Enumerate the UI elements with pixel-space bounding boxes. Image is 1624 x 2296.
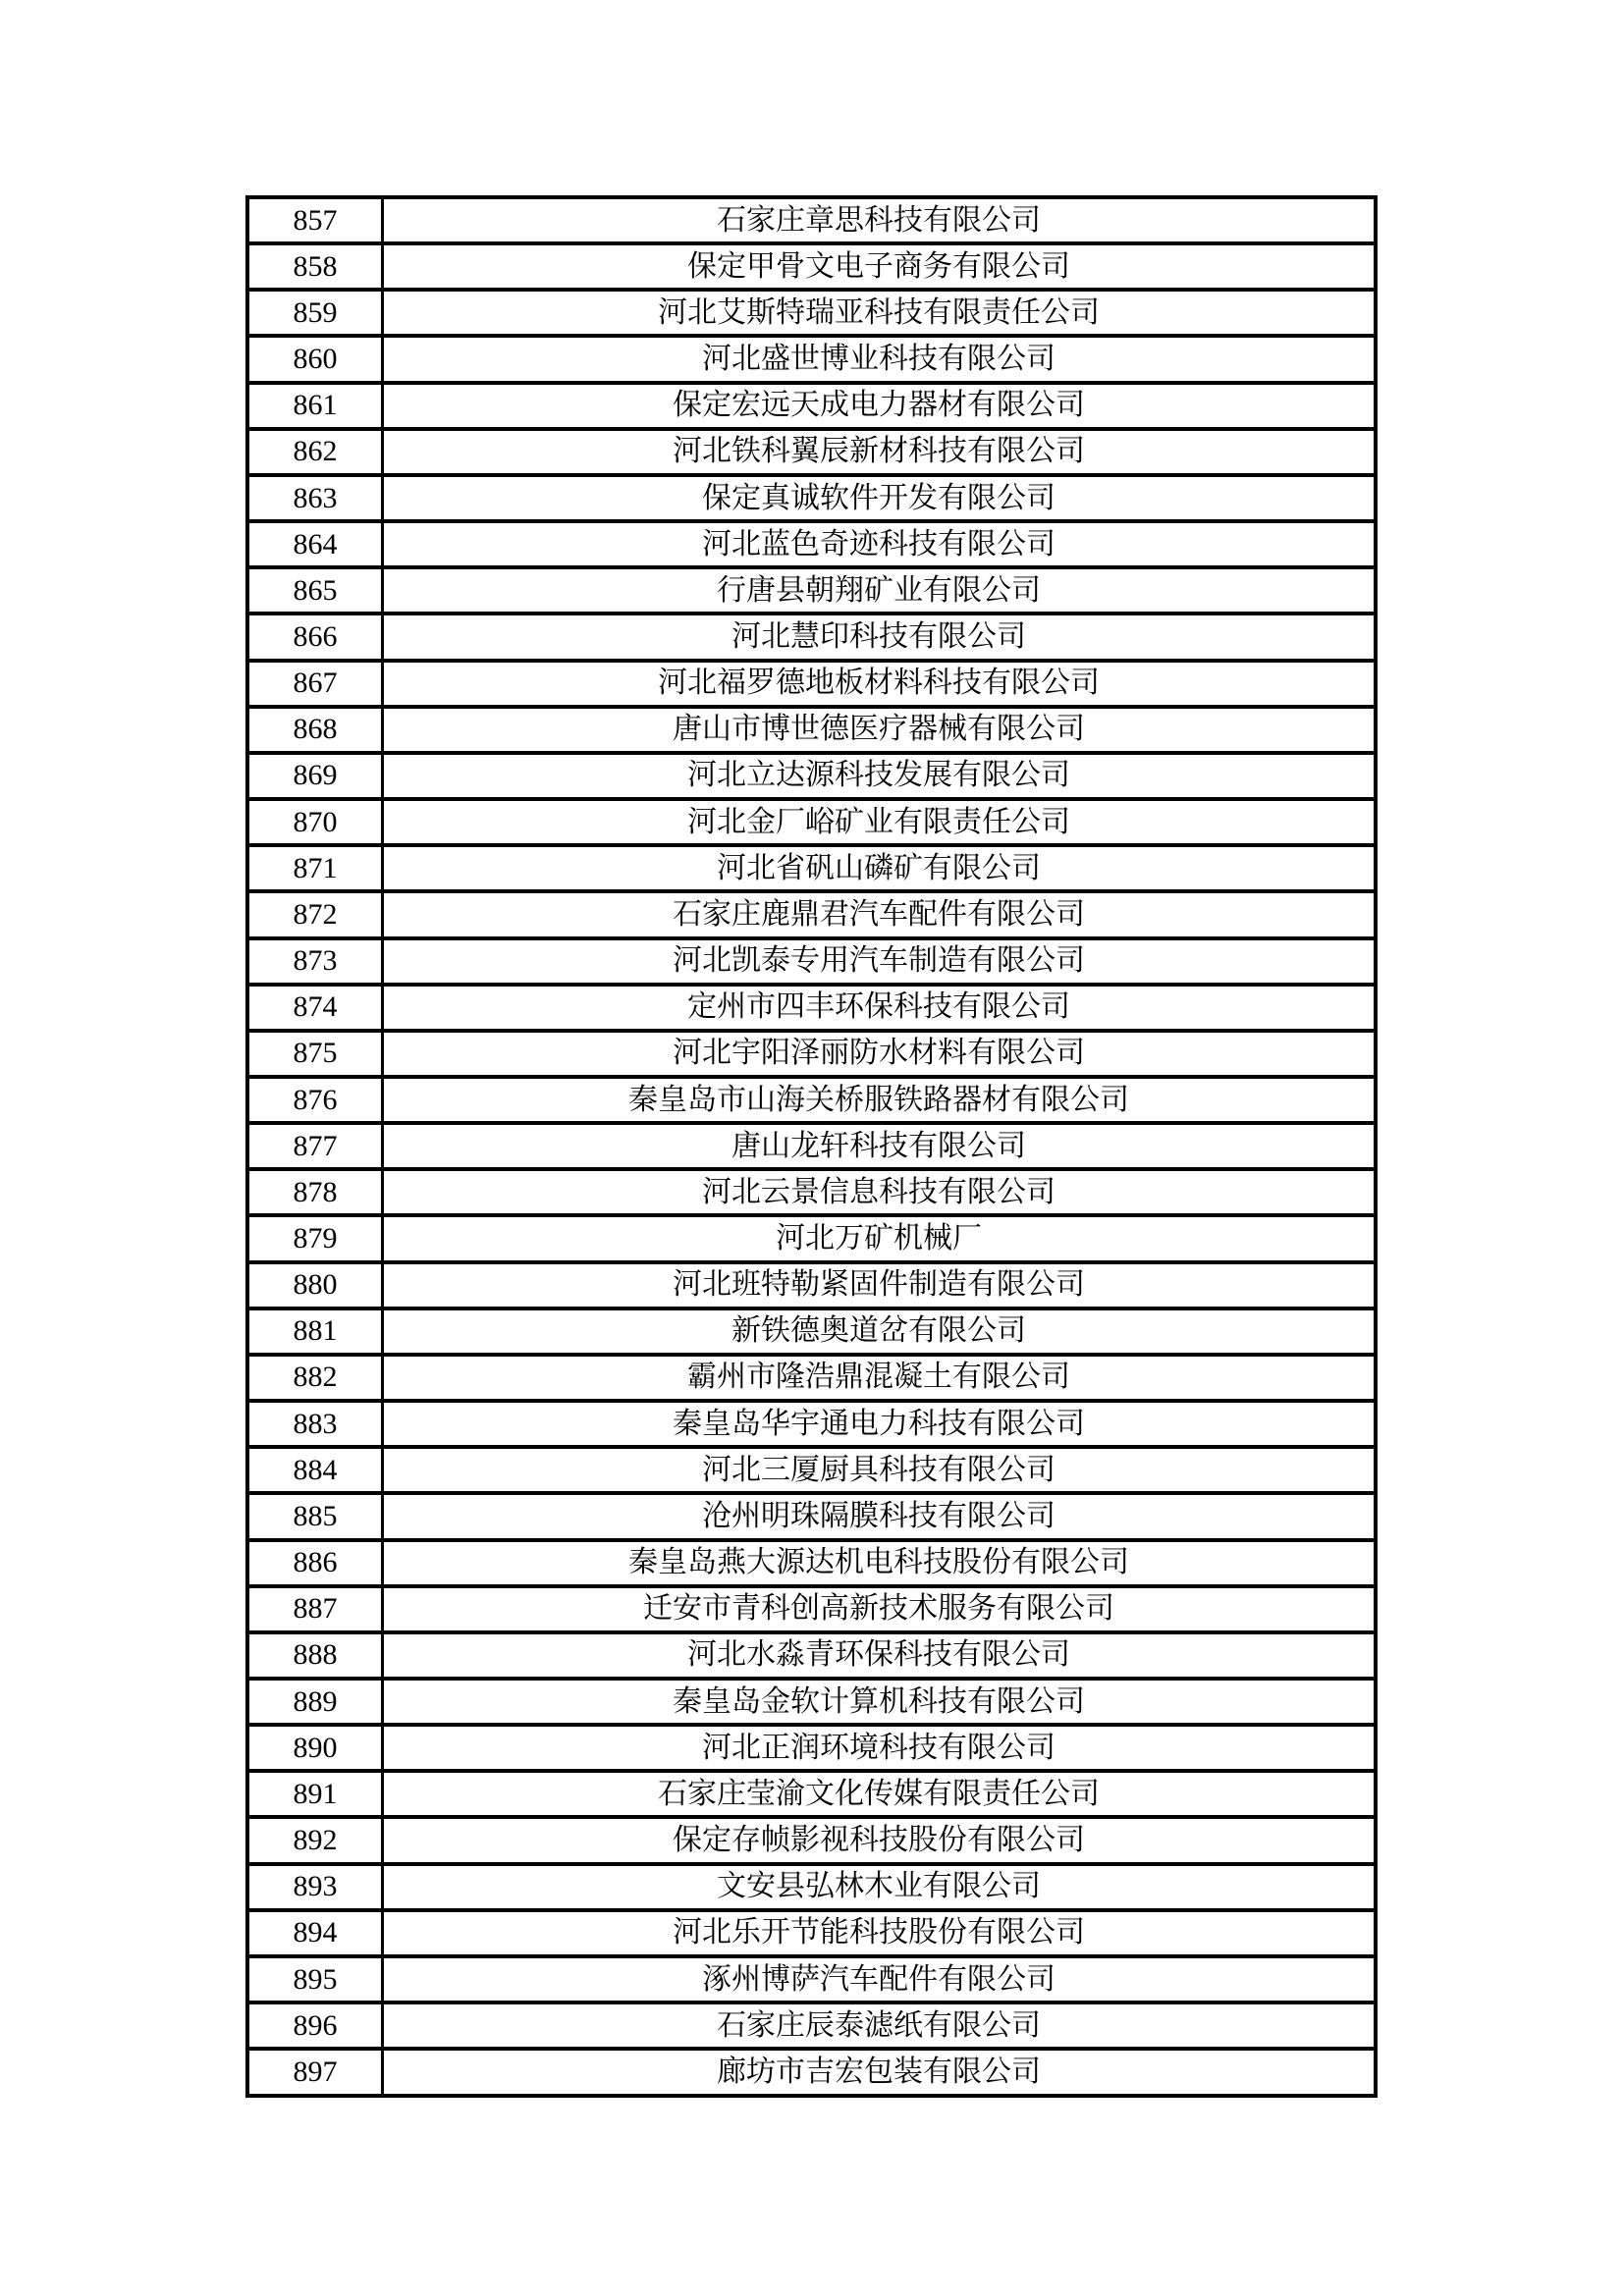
row-number-cell: 877 xyxy=(247,1123,383,1169)
company-name-cell: 石家庄辰泰滤纸有限公司 xyxy=(383,2002,1377,2049)
row-number-cell: 891 xyxy=(247,1771,383,1817)
table-row xyxy=(247,753,1376,799)
table-row xyxy=(247,1725,1376,1771)
table-row xyxy=(247,1215,1376,1261)
row-number-cell: 892 xyxy=(247,1817,383,1863)
table-row xyxy=(247,1540,1376,1586)
row-number-cell: 881 xyxy=(247,1308,383,1355)
table-row xyxy=(247,1123,1376,1169)
row-number-cell: 857 xyxy=(247,197,383,243)
company-name-cell: 保定甲骨文电子商务有限公司 xyxy=(383,243,1377,290)
row-number-cell: 869 xyxy=(247,753,383,799)
table-row xyxy=(247,1493,1376,1539)
company-name-cell: 文安县弘林木业有限公司 xyxy=(383,1864,1377,1910)
company-name-cell: 河北万矿机械厂 xyxy=(383,1215,1377,1261)
table-row xyxy=(247,1771,1376,1817)
table-row xyxy=(247,2002,1376,2049)
table-row xyxy=(247,383,1376,429)
table-row xyxy=(247,891,1376,937)
company-name-cell: 河北水淼青环保科技有限公司 xyxy=(383,1632,1377,1679)
company-name-cell: 河北三厦厨具科技有限公司 xyxy=(383,1447,1377,1493)
company-name-cell: 河北班特勒紧固件制造有限公司 xyxy=(383,1262,1377,1308)
company-name-cell: 石家庄鹿鼎君汽车配件有限公司 xyxy=(383,891,1377,937)
table-row xyxy=(247,985,1376,1031)
company-name-cell: 保定存帧影视科技股份有限公司 xyxy=(383,1817,1377,1863)
table-row xyxy=(247,1817,1376,1863)
row-number-cell: 866 xyxy=(247,614,383,660)
table-row xyxy=(247,1910,1376,1956)
row-number-cell: 871 xyxy=(247,845,383,891)
table-row xyxy=(247,197,1376,243)
company-name-cell: 迁安市青科创高新技术服务有限公司 xyxy=(383,1586,1377,1632)
row-number-cell: 863 xyxy=(247,475,383,521)
row-number-cell: 897 xyxy=(247,2049,383,2096)
table-row xyxy=(247,1632,1376,1679)
row-number-cell: 882 xyxy=(247,1355,383,1401)
row-number-cell: 876 xyxy=(247,1077,383,1123)
table-row xyxy=(247,521,1376,567)
table-row xyxy=(247,290,1376,336)
company-name-cell: 河北金厂峪矿业有限责任公司 xyxy=(383,799,1377,845)
row-number-cell: 890 xyxy=(247,1725,383,1771)
company-name-cell: 保定宏远天成电力器材有限公司 xyxy=(383,383,1377,429)
table-row xyxy=(247,661,1376,707)
row-number-cell: 872 xyxy=(247,891,383,937)
company-name-cell: 河北宇阳泽丽防水材料有限公司 xyxy=(383,1031,1377,1077)
row-number-cell: 874 xyxy=(247,985,383,1031)
row-number-cell: 870 xyxy=(247,799,383,845)
table-row xyxy=(247,1355,1376,1401)
company-name-cell: 唐山龙轩科技有限公司 xyxy=(383,1123,1377,1169)
table-row xyxy=(247,1262,1376,1308)
company-name-cell: 河北凯泰专用汽车制造有限公司 xyxy=(383,938,1377,985)
company-name-cell: 秦皇岛燕大源达机电科技股份有限公司 xyxy=(383,1540,1377,1586)
company-name-cell: 秦皇岛市山海关桥服铁路器材有限公司 xyxy=(383,1077,1377,1123)
row-number-cell: 867 xyxy=(247,661,383,707)
row-number-cell: 868 xyxy=(247,707,383,753)
row-number-cell: 895 xyxy=(247,1956,383,2002)
row-number-cell: 896 xyxy=(247,2002,383,2049)
company-name-cell: 新铁德奥道岔有限公司 xyxy=(383,1308,1377,1355)
table-row xyxy=(247,429,1376,475)
row-number-cell: 859 xyxy=(247,290,383,336)
table-row xyxy=(247,475,1376,521)
company-name-cell: 河北盛世博业科技有限公司 xyxy=(383,336,1377,382)
row-number-cell: 858 xyxy=(247,243,383,290)
company-name-cell: 石家庄章思科技有限公司 xyxy=(383,197,1377,243)
row-number-cell: 887 xyxy=(247,1586,383,1632)
company-name-cell: 保定真诚软件开发有限公司 xyxy=(383,475,1377,521)
table-row xyxy=(247,1077,1376,1123)
company-name-cell: 河北艾斯特瑞亚科技有限责任公司 xyxy=(383,290,1377,336)
row-number-cell: 880 xyxy=(247,1262,383,1308)
company-name-cell: 廊坊市吉宏包装有限公司 xyxy=(383,2049,1377,2096)
table-row xyxy=(247,1956,1376,2002)
table-row xyxy=(247,1864,1376,1910)
company-table xyxy=(245,195,1378,2098)
row-number-cell: 888 xyxy=(247,1632,383,1679)
company-name-cell: 石家庄莹渝文化传媒有限责任公司 xyxy=(383,1771,1377,1817)
table-row xyxy=(247,567,1376,614)
table-row xyxy=(247,1679,1376,1725)
company-name-cell: 河北省矾山磷矿有限公司 xyxy=(383,845,1377,891)
row-number-cell: 889 xyxy=(247,1679,383,1725)
table-row xyxy=(247,243,1376,290)
row-number-cell: 883 xyxy=(247,1401,383,1447)
company-name-cell: 秦皇岛华宇通电力科技有限公司 xyxy=(383,1401,1377,1447)
table-row xyxy=(247,1586,1376,1632)
row-number-cell: 894 xyxy=(247,1910,383,1956)
table-row xyxy=(247,1447,1376,1493)
row-number-cell: 862 xyxy=(247,429,383,475)
table-row xyxy=(247,1308,1376,1355)
company-name-cell: 定州市四丰环保科技有限公司 xyxy=(383,985,1377,1031)
company-name-cell: 秦皇岛金软计算机科技有限公司 xyxy=(383,1679,1377,1725)
company-name-cell: 河北福罗德地板材料科技有限公司 xyxy=(383,661,1377,707)
table-row xyxy=(247,336,1376,382)
company-table-body xyxy=(247,197,1376,2096)
row-number-cell: 893 xyxy=(247,1864,383,1910)
company-name-cell: 河北云景信息科技有限公司 xyxy=(383,1169,1377,1215)
row-number-cell: 884 xyxy=(247,1447,383,1493)
table-row xyxy=(247,614,1376,660)
company-name-cell: 霸州市隆浩鼎混凝土有限公司 xyxy=(383,1355,1377,1401)
row-number-cell: 886 xyxy=(247,1540,383,1586)
row-number-cell: 875 xyxy=(247,1031,383,1077)
company-name-cell: 唐山市博世德医疗器械有限公司 xyxy=(383,707,1377,753)
company-name-cell: 河北乐开节能科技股份有限公司 xyxy=(383,1910,1377,1956)
company-name-cell: 行唐县朝翔矿业有限公司 xyxy=(383,567,1377,614)
table-row xyxy=(247,799,1376,845)
company-name-cell: 沧州明珠隔膜科技有限公司 xyxy=(383,1493,1377,1539)
row-number-cell: 861 xyxy=(247,383,383,429)
table-row xyxy=(247,1169,1376,1215)
table-row xyxy=(247,938,1376,985)
company-name-cell: 河北慧印科技有限公司 xyxy=(383,614,1377,660)
company-name-cell: 河北蓝色奇迹科技有限公司 xyxy=(383,521,1377,567)
company-name-cell: 涿州博萨汽车配件有限公司 xyxy=(383,1956,1377,2002)
table-row xyxy=(247,2049,1376,2096)
row-number-cell: 860 xyxy=(247,336,383,382)
row-number-cell: 885 xyxy=(247,1493,383,1539)
table-row xyxy=(247,1031,1376,1077)
company-name-cell: 河北铁科翼辰新材科技有限公司 xyxy=(383,429,1377,475)
table-row xyxy=(247,845,1376,891)
row-number-cell: 879 xyxy=(247,1215,383,1261)
company-name-cell: 河北正润环境科技有限公司 xyxy=(383,1725,1377,1771)
row-number-cell: 873 xyxy=(247,938,383,985)
row-number-cell: 865 xyxy=(247,567,383,614)
row-number-cell: 864 xyxy=(247,521,383,567)
row-number-cell: 878 xyxy=(247,1169,383,1215)
table-row xyxy=(247,707,1376,753)
table-row xyxy=(247,1401,1376,1447)
company-name-cell: 河北立达源科技发展有限公司 xyxy=(383,753,1377,799)
